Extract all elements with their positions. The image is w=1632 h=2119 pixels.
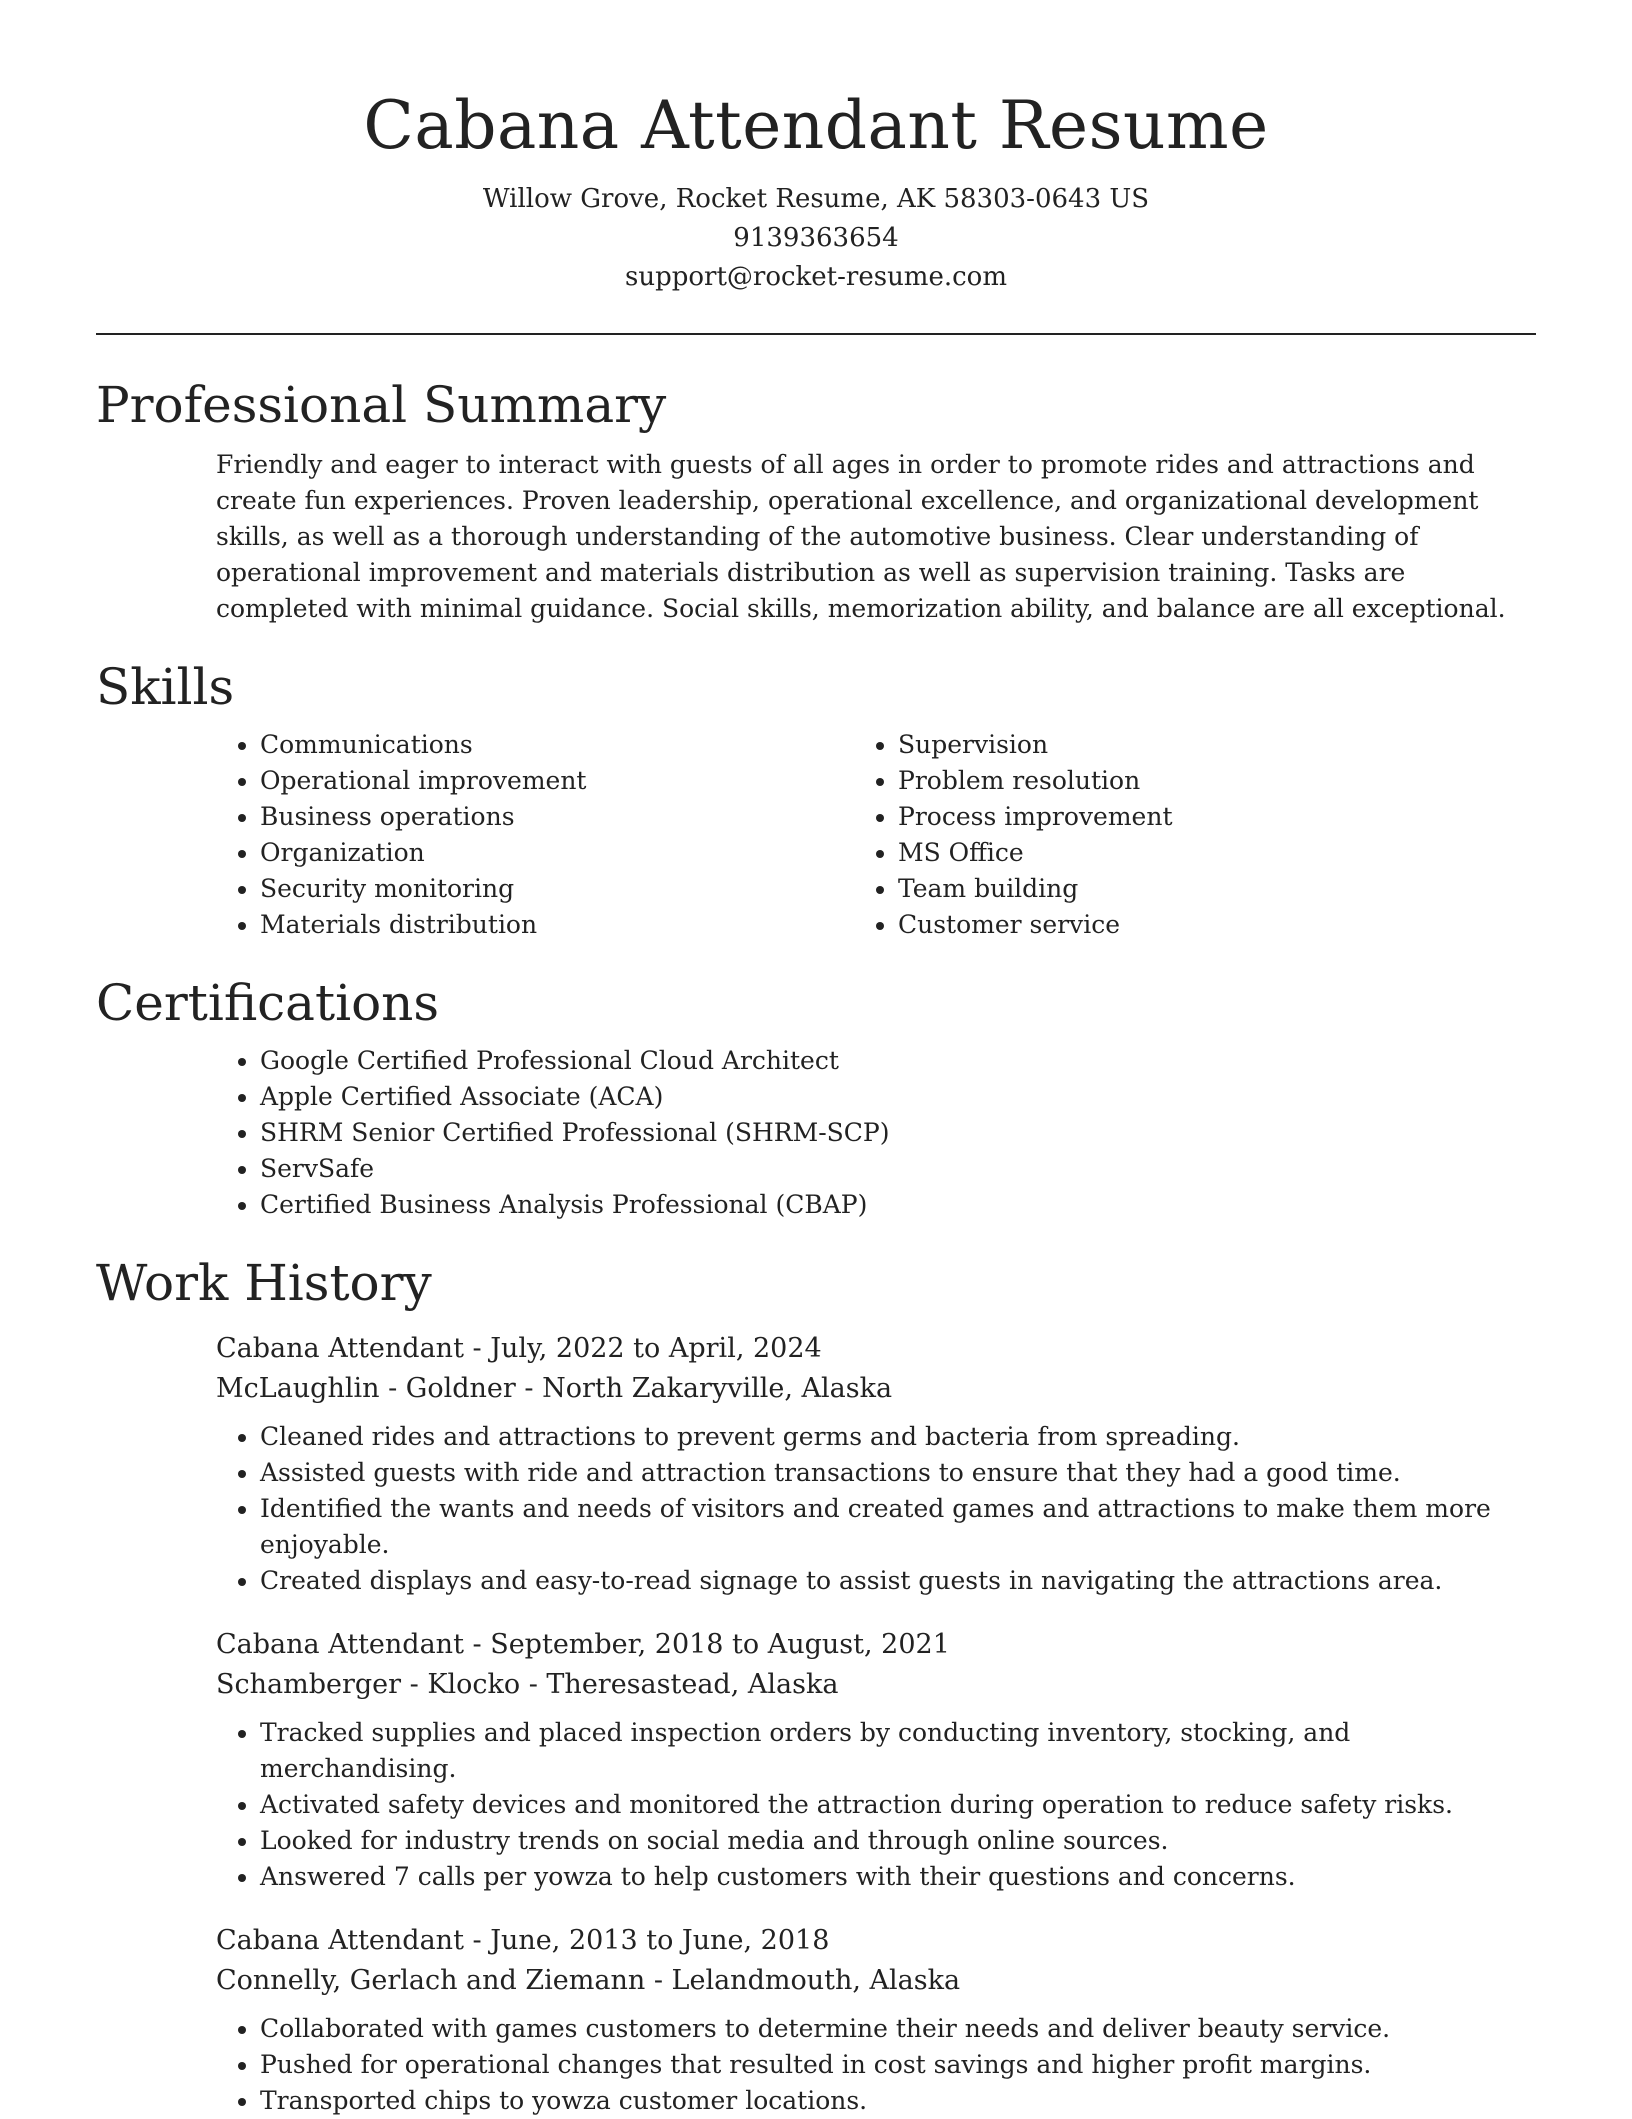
section-title: Professional Summary bbox=[96, 376, 667, 434]
contact-address: Willow Grove, Rocket Resume, AK 58303-0643 US bbox=[482, 184, 1150, 214]
job-title-line: Cabana Attendant - July, 2022 to April, 2024 bbox=[216, 1333, 822, 1364]
job-duty-item: • Transported chips to yowza customer locations. bbox=[260, 2083, 1536, 2119]
skill-item: • Communications bbox=[260, 727, 898, 763]
section-title: Certifications bbox=[96, 974, 440, 1032]
skill-item: • MS Office bbox=[898, 835, 1536, 871]
contact-email: support@rocket-resume.com bbox=[624, 262, 1007, 292]
job-entry bbox=[96, 1625, 1536, 1895]
section-title: Work History bbox=[96, 1254, 432, 1312]
job-duty-item: • Tracked supplies and placed inspection orders by conducting inventory, stocking, and merchandising. bbox=[260, 1715, 1536, 1787]
job-duty-item: • Identified the wants and needs of visitors and created games and attractions to make them more enjoyable. bbox=[260, 1491, 1536, 1563]
skill-item: • Materials distribution bbox=[260, 907, 898, 943]
certification-item: • Google Certified Professional Cloud Architect bbox=[260, 1043, 1536, 1079]
job-duties-list bbox=[96, 1419, 1536, 1599]
header-divider bbox=[96, 333, 1536, 335]
resume-title: Cabana Attendant Resume bbox=[363, 87, 1269, 164]
summary-text: Friendly and eager to interact with guests of all ages in order to promote rides and attractions and create fun experiences. Proven leadership, operational excellence, and organizational development skills, as well as a thorough understanding of the automotive business. Clear understanding of operational improvement and materials distribution as well as supervision training. Tasks are completed with minimal guidance. Social skills, memorization ability, and balance are all exceptional. bbox=[216, 450, 1506, 623]
skill-item: • Organization bbox=[260, 835, 898, 871]
job-duty-item: • Looked for industry trends on social media and through online sources. bbox=[260, 1823, 1536, 1859]
skill-item: • Team building bbox=[898, 871, 1536, 907]
professional-summary-section bbox=[96, 373, 1536, 627]
certifications-section bbox=[96, 971, 1536, 1223]
skills-columns bbox=[96, 727, 1536, 943]
job-company-line: Schamberger - Klocko - Theresastead, Alaska bbox=[216, 1669, 839, 1700]
certification-item: • SHRM Senior Certified Professional (SHRM-SCP) bbox=[260, 1115, 1536, 1151]
work-history-section bbox=[96, 1251, 1536, 2119]
job-duty-item: • Created displays and easy-to-read signage to assist guests in navigating the attractions area. bbox=[260, 1563, 1536, 1599]
section-title: Skills bbox=[96, 658, 235, 716]
certification-item: • Certified Business Analysis Professional (CBAP) bbox=[260, 1187, 1536, 1223]
contact-phone: 9139363654 bbox=[733, 223, 899, 253]
skill-item: • Business operations bbox=[260, 799, 898, 835]
job-company-line: McLaughlin - Goldner - North Zakaryville, Alaska bbox=[216, 1373, 893, 1404]
job-duty-item: • Pushed for operational changes that resulted in cost savings and higher profit margins. bbox=[260, 2047, 1536, 2083]
job-duties-list bbox=[96, 2011, 1536, 2119]
job-entry bbox=[96, 1921, 1536, 2119]
job-entry bbox=[96, 1329, 1536, 1599]
job-duty-item: • Activated safety devices and monitored the attraction during operation to reduce safety risks. bbox=[260, 1787, 1536, 1823]
job-duty-item: • Collaborated with games customers to determine their needs and deliver beauty service. bbox=[260, 2011, 1536, 2047]
job-duties-list bbox=[96, 1715, 1536, 1895]
skills-list-right bbox=[898, 727, 1536, 943]
skill-item: • Problem resolution bbox=[898, 763, 1536, 799]
skill-item: • Process improvement bbox=[898, 799, 1536, 835]
certification-item: • Apple Certified Associate (ACA) bbox=[260, 1079, 1536, 1115]
job-title-line: Cabana Attendant - September, 2018 to August, 2021 bbox=[216, 1629, 950, 1660]
certification-item: • ServSafe bbox=[260, 1151, 1536, 1187]
skill-item: • Customer service bbox=[898, 907, 1536, 943]
skills-section bbox=[96, 655, 1536, 943]
resume-page bbox=[96, 80, 1536, 2119]
job-duty-item: • Answered 7 calls per yowza to help customers with their questions and concerns. bbox=[260, 1859, 1536, 1895]
job-company-line: Connelly, Gerlach and Ziemann - Lelandmouth, Alaska bbox=[216, 1965, 961, 1996]
job-duty-item: • Cleaned rides and attractions to prevent germs and bacteria from spreading. bbox=[260, 1419, 1536, 1455]
job-duty-item: • Assisted guests with ride and attraction transactions to ensure that they had a good time. bbox=[260, 1455, 1536, 1491]
skills-list-left bbox=[96, 727, 898, 943]
contact-block bbox=[96, 180, 1536, 297]
skill-item: • Supervision bbox=[898, 727, 1536, 763]
skill-item: • Operational improvement bbox=[260, 763, 898, 799]
skill-item: • Security monitoring bbox=[260, 871, 898, 907]
certifications-list bbox=[96, 1043, 1536, 1223]
job-title-line: Cabana Attendant - June, 2013 to June, 2018 bbox=[216, 1925, 830, 1956]
